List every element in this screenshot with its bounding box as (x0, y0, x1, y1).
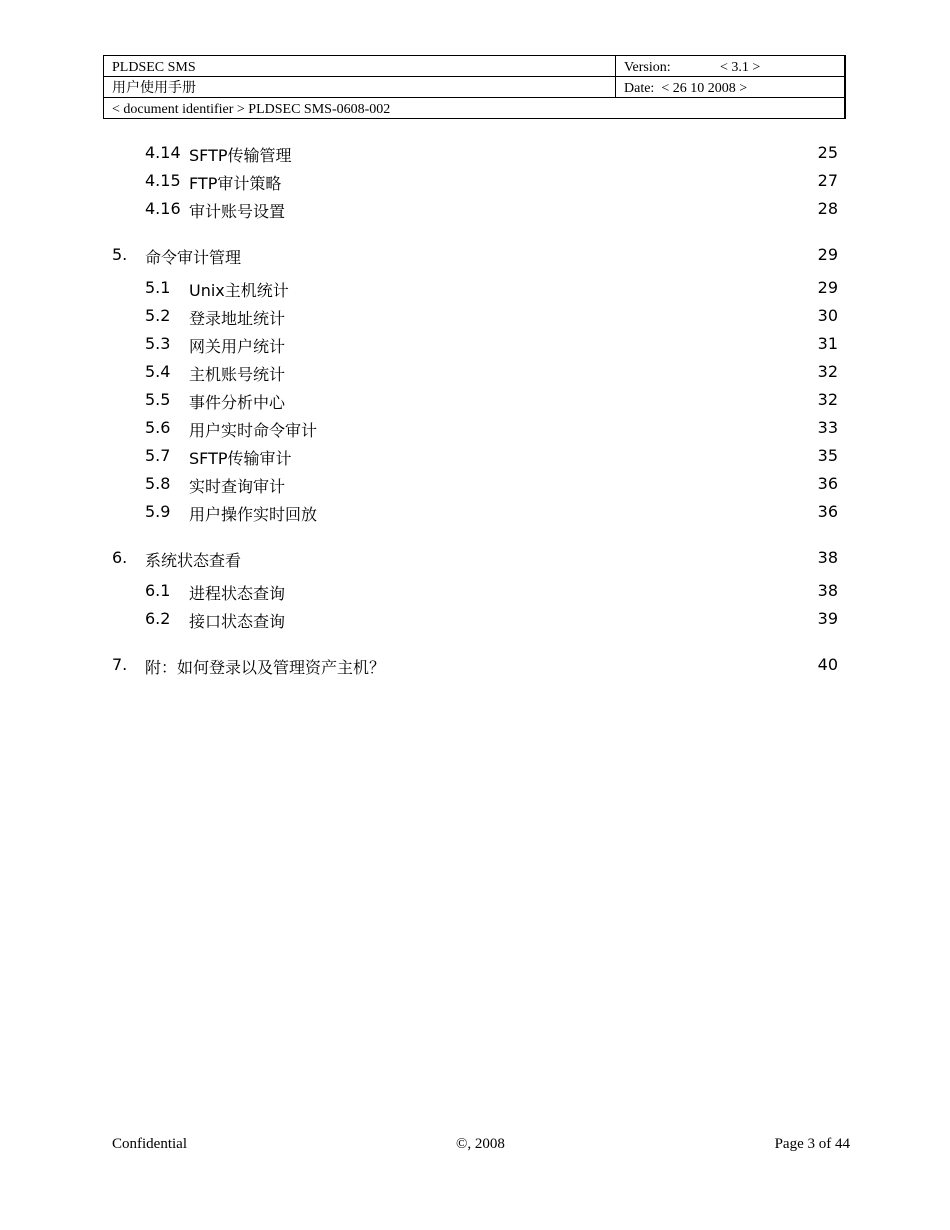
toc-number: 5. (112, 245, 128, 264)
toc-title: 实时查询审计 (189, 477, 286, 496)
toc-title: 主机账号统计 (189, 365, 286, 384)
toc-title: Unix主机统计 (189, 281, 289, 300)
toc-page: 35 (817, 446, 838, 465)
toc-page: 30 (817, 306, 838, 325)
toc-page: 29 (817, 278, 838, 297)
toc-entry[interactable] (0, 446, 950, 470)
toc-title: 命令审计管理 (145, 248, 242, 267)
toc-entry[interactable] (0, 278, 950, 302)
toc-title: SFTP传输管理 (189, 146, 292, 165)
toc-title: 审计账号设置 (189, 202, 286, 221)
toc-entry[interactable] (0, 334, 950, 358)
header-identifier: < document identifier > PLDSEC SMS-0608-002 (104, 98, 846, 119)
date-value: < 26 10 2008 > (661, 81, 748, 96)
toc-title: 用户操作实时回放 (189, 505, 318, 524)
toc-entry[interactable] (0, 306, 950, 330)
toc-title: 附：如何登录以及管理资产主机？ (145, 658, 386, 677)
toc-page: 32 (817, 390, 838, 409)
toc-entry[interactable] (0, 245, 950, 269)
toc-entry[interactable] (0, 199, 950, 223)
toc-title: 事件分析中心 (189, 393, 286, 412)
toc-number: 4.15 (145, 171, 181, 190)
header-version (616, 56, 846, 77)
toc-number: 6.2 (145, 609, 171, 628)
toc-page: 38 (817, 581, 838, 600)
toc-entry[interactable] (0, 655, 950, 679)
toc-entry[interactable] (0, 474, 950, 498)
toc-number: 7. (112, 655, 128, 674)
toc-number: 5.3 (145, 334, 171, 353)
toc-number: 5.9 (145, 502, 171, 521)
toc-title: 网关用户统计 (189, 337, 286, 356)
toc-number: 5.1 (145, 278, 171, 297)
toc-page: 38 (817, 548, 838, 567)
toc-entry[interactable] (0, 609, 950, 633)
toc-page: 36 (817, 502, 838, 521)
toc-title: 登录地址统计 (189, 309, 286, 328)
toc-number: 6.1 (145, 581, 171, 600)
toc-number: 5.8 (145, 474, 171, 493)
toc-number: 5.2 (145, 306, 171, 325)
toc-number: 6. (112, 548, 128, 567)
toc-page: 31 (817, 334, 838, 353)
toc-number: 5.4 (145, 362, 171, 381)
toc-title: FTP审计策略 (189, 174, 282, 193)
footer-confidential: Confidential (112, 1136, 187, 1152)
version-label: Version: (624, 60, 671, 75)
header-date (616, 77, 846, 98)
toc-page: 25 (817, 143, 838, 162)
toc-entry[interactable] (0, 390, 950, 414)
toc-number: 5.6 (145, 418, 171, 437)
toc-title: 进程状态查询 (189, 584, 286, 603)
header-doc-title: 用户使用手册 (104, 77, 616, 98)
toc-number: 4.14 (145, 143, 181, 162)
toc-page: 40 (817, 655, 838, 674)
page-footer (0, 1136, 950, 1156)
header-product: PLDSEC SMS (104, 56, 616, 77)
toc-entry[interactable] (0, 418, 950, 442)
toc-number: 5.5 (145, 390, 171, 409)
toc-number: 5.7 (145, 446, 171, 465)
toc-entry[interactable] (0, 171, 950, 195)
toc-page: 29 (817, 245, 838, 264)
toc-title: SFTP传输审计 (189, 449, 292, 468)
date-label: Date: (624, 81, 655, 96)
toc-title: 接口状态查询 (189, 612, 286, 631)
toc-page: 28 (817, 199, 838, 218)
toc-entry[interactable] (0, 502, 950, 526)
toc-number: 4.16 (145, 199, 181, 218)
toc-page: 33 (817, 418, 838, 437)
footer-page-number: Page 3 of 44 (774, 1136, 850, 1152)
toc-entry[interactable] (0, 548, 950, 572)
toc-page: 32 (817, 362, 838, 381)
footer-copyright: ©, 2008 (456, 1136, 505, 1152)
toc-page: 27 (817, 171, 838, 190)
toc-entry[interactable] (0, 581, 950, 605)
toc-title: 系统状态查看 (145, 551, 242, 570)
toc-page: 36 (817, 474, 838, 493)
toc-title: 用户实时命令审计 (189, 421, 318, 440)
document-header-table (103, 55, 846, 119)
toc-entry[interactable] (0, 143, 950, 167)
toc-entry[interactable] (0, 362, 950, 386)
version-value: < 3.1 > (720, 60, 761, 75)
toc-page: 39 (817, 609, 838, 628)
